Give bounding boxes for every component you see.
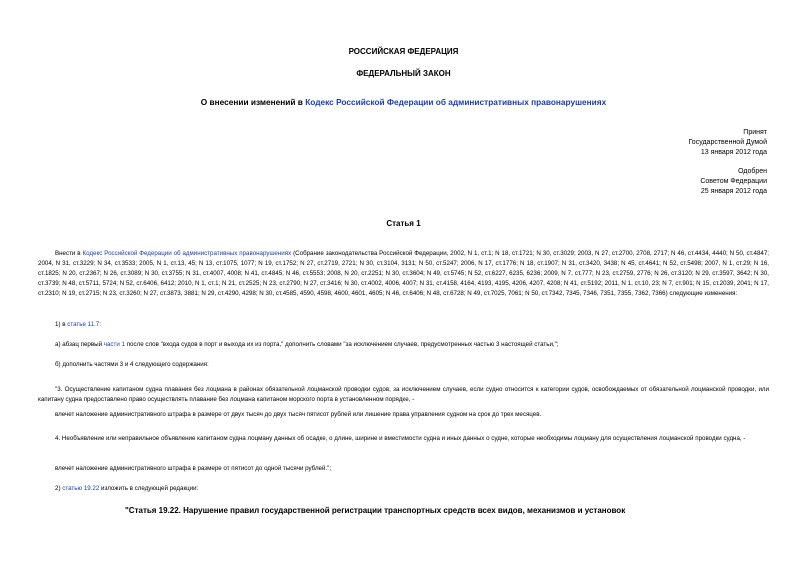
part-4-penalty: влечет наложение административного штрафа в размере от пятисот до одной тысячи рублей."; xyxy=(55,465,332,472)
item1-prefix: 1) в xyxy=(55,321,68,328)
accepted-block xyxy=(567,128,767,158)
accepted-date: 13 января 2012 года xyxy=(700,149,767,156)
intro-prefix: Внести в xyxy=(55,250,83,257)
country-heading: РОССИЙСКАЯ ФЕДЕРАЦИЯ xyxy=(348,47,459,56)
part-3-text: "3. Осуществление капитаном судна плавания без лоцмана в районах обязательной лоцманской проводки судов, за исключением случаев, если судно относится к категории судов, освобождаемых от обязательной лоцманской проводки, или капитану судна предоставлено право осуществлять плавание без лоцмана капитаном морского порта в установленном порядке, - xyxy=(38,386,769,403)
codex-link-title[interactable]: Кодекс Российской Федерации об административных правонарушениях xyxy=(305,97,607,107)
article-heading: Статья 1 xyxy=(386,219,421,228)
intro-text: (Собрание законодательства Российской Федерации, 2002, N 1, ст.1; N 18, ст.1721; N 30, ст.3029; 2003, N 27, ст.2700, 2708, 2717; N 46, ст.4434, 4440; N 50, ст.4847; 2004, N 31, ст.3229; N 34, ст.3533; 2005, N 1, ст.13, 45; N 13, ст.1075, 1077; N 19, ст.1752; N 27, ст.2719, 2721; N 30, ст.3104, 3131; N 50, ст.5247; 2006, N 17, ст.1776; N 18, ст.1907; N 31, ст.3420, 3438; N 45, ст.4641; N 52, ст.5498; 2007, N 1, ст.29; N 16, ст.1825; N 20, ст.2367; N 26, ст.3089; N 30, ст.3755; N 31, ст.4007, 4008; N 41, ст.4845; N 46, ст.5553; 2008, N 20, ст.2251; N 30, ст.3604; N 49, ст.5745; N 52, ст.6227, 6235, 6236; 2009, N 7, ст.777; N 23, ст.2759, 2776; N 26, ст.3120; N 29, ст.3597, 3642; N 30, ст.3739; N 48, ст.5711, 5724; N 52, ст.6406, 6412; 2010, N 1, ст.1; N 21, ст.2525; N 23, ст.2790; N 27, ст.3416; N 30, ст.4002, 4006, 4007; N 31, ст.4158, 4164, 4193, 4195, 4206, 4207, 4208; N 41, ст.5192; 2011, N 1, ст.10, 23; N 7, ст.901; N 15, ст.2039, 2041; N 17, ст.2310; N 19, ст.2715; N 23, ст.3260; N 27, ст.3873, 3881; N 29, ст.4290, 4298; N 30, ст.4585, 4590, 4598, 4600, 4601, 4605; N 46, ст.6406; N 48, ст.6728; N 49, ст.7025, 7061; N 50, ст.7342, 7345, 7346, 7351, 7355, 7362, 7366) следующие изменения: xyxy=(38,250,769,297)
approved-line1: Одобрен xyxy=(738,168,767,175)
item2-prefix: 2) xyxy=(55,485,63,492)
item-1 xyxy=(38,320,769,330)
item-b: б) дополнить частями 3 и 4 следующего содержания: xyxy=(55,361,209,368)
accepted-line2: Государственной Думой xyxy=(688,139,767,146)
item-2 xyxy=(38,484,769,494)
item1-suffix: : xyxy=(99,321,101,328)
new-article-heading: "Статья 19.22. Нарушение правил государственной регистрации транспортных средств всех видов, механизмов и установок xyxy=(125,506,626,515)
item-a-prefix: а) абзац первый xyxy=(55,341,104,348)
part-1-link[interactable]: части 1 xyxy=(103,341,125,348)
codex-link-intro[interactable]: Кодекс Российской Федерации об административных правонарушениях xyxy=(82,250,292,257)
approved-line2: Советом Федерации xyxy=(700,178,767,185)
item2-suffix: изложить в следующей редакции: xyxy=(99,485,199,492)
article-11-7-link[interactable]: статье 11.7 xyxy=(67,321,100,328)
law-title-prefix: О внесении изменений в xyxy=(200,97,306,107)
law-type-heading: ФЕДЕРАЛЬНЫЙ ЗАКОН xyxy=(356,69,451,78)
article-19-22-link[interactable]: статью 19.22 xyxy=(62,485,100,492)
item-a-suffix: после слов "входа судов в порт и выхода их из порта," дополнить словами "за исключением случаев, предусмотренных частью 3 настоящей статьи,"; xyxy=(124,341,559,348)
part-3-penalty: влечет наложение административного штрафа в размере от двух тысяч до двух тысяч пятисот рублей или лишение права управления судном на срок до трех месяцев. xyxy=(55,411,542,418)
approved-block xyxy=(567,167,767,197)
item-a xyxy=(38,340,769,350)
approved-date: 25 января 2012 года xyxy=(700,188,767,195)
law-title xyxy=(0,97,807,107)
accepted-line1: Принят xyxy=(743,129,767,136)
article-intro xyxy=(38,249,769,299)
part-4-text: 4. Необъявление или неправильное объявление капитаном судна лоцману данных об осадке, о длине, ширине и вместимости судна и иных данных о судне, которые необходимы лоцману для осуществления лоцманской проводки судна, - xyxy=(55,435,746,442)
